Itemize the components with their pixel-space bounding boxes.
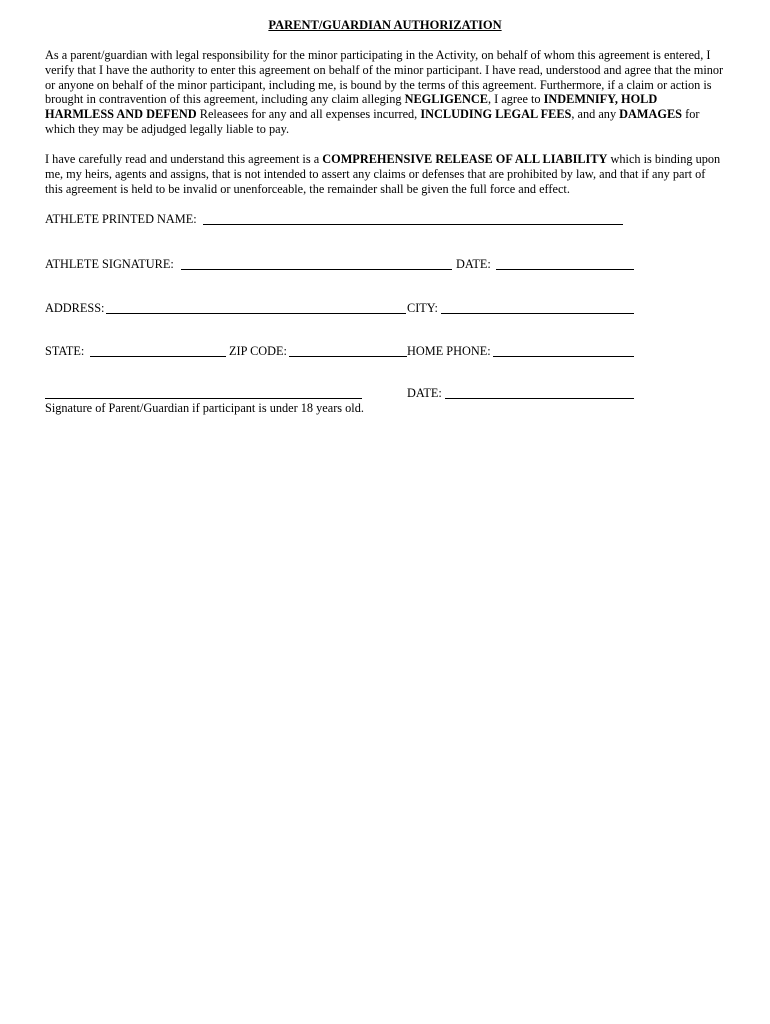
parent-date-line[interactable] [445, 398, 634, 399]
athlete-signature-label: ATHLETE SIGNATURE: [45, 257, 174, 271]
athlete-signature-line[interactable] [181, 269, 452, 270]
athlete-printed-name-row [45, 211, 645, 227]
release-paragraph [45, 152, 725, 196]
paragraph-text: , I agree to [487, 92, 544, 107]
athlete-date-line[interactable] [496, 269, 634, 270]
bold-legal-fees: INCLUDING LEGAL FEES [420, 107, 572, 122]
state-line[interactable] [90, 356, 226, 357]
paragraph-text: I have carefully read and understand this agreement is a [45, 152, 323, 166]
parent-signature-row [45, 385, 645, 401]
parent-signature-caption: Signature of Parent/Guardian if participant is under 18 years old. [45, 401, 364, 415]
paragraph-text: for which they may be adjudged legally liable to pay. [45, 107, 700, 136]
athlete-printed-name-label: ATHLETE PRINTED NAME: [45, 212, 197, 226]
page-title: PARENT/GUARDIAN AUTHORIZATION [268, 18, 502, 32]
paragraph-text: Releasees for any and all expenses incurred, [196, 107, 421, 122]
paragraph-text: , and any [571, 107, 620, 122]
athlete-date-label: DATE: [456, 257, 491, 271]
athlete-printed-name-line[interactable] [203, 224, 623, 225]
parent-signature-line[interactable] [45, 398, 362, 399]
state-zip-phone-row [45, 343, 645, 359]
bold-release: COMPREHENSIVE RELEASE OF ALL LIABILITY [322, 152, 608, 166]
bold-negligence: NEGLIGENCE [404, 92, 488, 107]
athlete-signature-row [45, 256, 645, 272]
city-line[interactable] [441, 313, 634, 314]
city-label: CITY: [407, 301, 438, 315]
authorization-paragraph [45, 48, 725, 137]
home-phone-line[interactable] [493, 356, 634, 357]
address-line[interactable] [106, 313, 406, 314]
address-row [45, 300, 645, 316]
paragraph-text: which is binding upon me, my heirs, agents and assigns, that is not intended to assert any claims or defenses that are prohibited by law, and that if any part of this agreement is held to be invalid or unenforceable, the remainder shall be given the full force and effect. [45, 152, 721, 196]
zip-code-label: ZIP CODE: [229, 344, 287, 358]
home-phone-label: HOME PHONE: [407, 344, 491, 358]
paragraph-text: As a parent/guardian with legal responsibility for the minor participating in the Activity, on behalf of whom this agreement is entered, I verify that I have the authority to enter this agreement on behalf of the minor participant. I have read, understood and agree that the minor or anyone on behalf of the minor participant, including me, is bound by the terms of this agreement. Furthermore, if a claim or action is brought in contravention of this agreement, including any claim alleging [45, 48, 724, 107]
state-label: STATE: [45, 344, 85, 358]
bold-indemnify: INDEMNIFY, HOLD HARMLESS AND DEFEND [45, 92, 658, 122]
parent-date-label: DATE: [407, 386, 442, 400]
address-label: ADDRESS: [45, 301, 105, 315]
bold-damages: DAMAGES [619, 107, 683, 122]
zip-code-line[interactable] [289, 356, 407, 357]
